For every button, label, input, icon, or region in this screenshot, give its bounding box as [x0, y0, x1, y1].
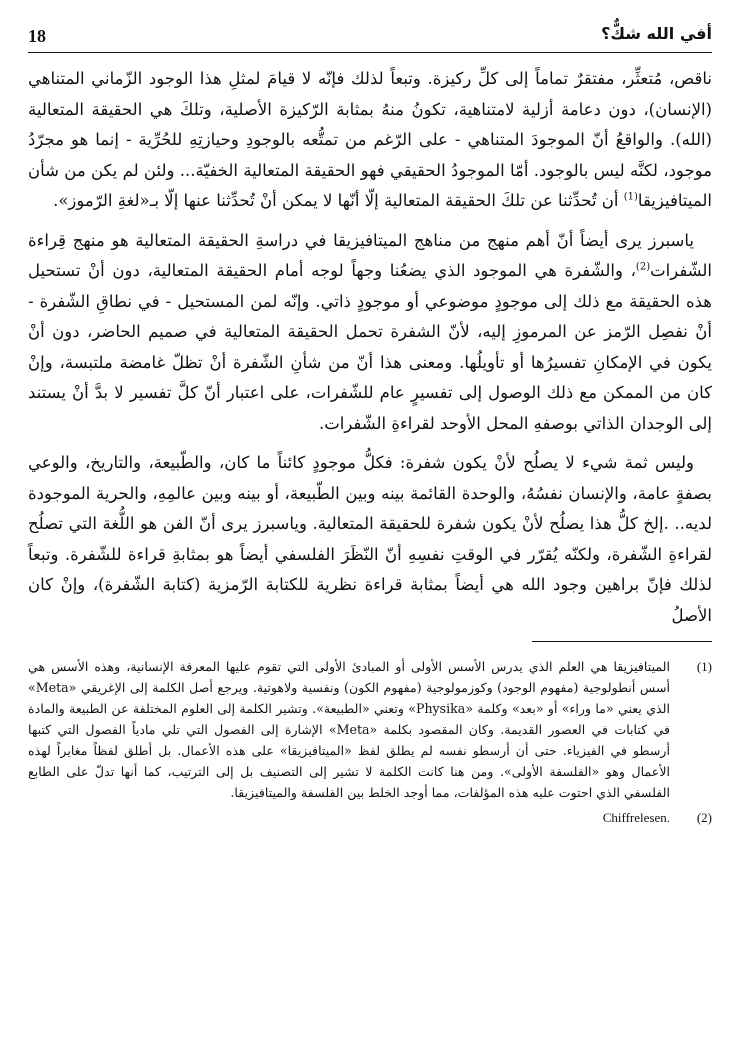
footnotes — [28, 656, 712, 828]
paragraph-text: ياسبرز يرى أيضاً أنّ أهم منهج من مناهج الميتافيزيقا في دراسةِ الحقيقة المتعالية هو منهج قِراءة الشّفرات — [28, 230, 712, 280]
footnote-1 — [28, 656, 712, 803]
page-number: 18 — [28, 26, 46, 46]
footnote-number: (1) — [696, 659, 712, 674]
footnote-number: (2) — [696, 810, 712, 825]
paragraph-text: وليس ثمة شيء لا يصلُح لأنْ يكون شفرة: فكلُّ موجودٍ كائناً ما كان، والطّبيعة، والتاريخ، والوعي بصفةٍ عامة، والإنسان نفسُهُ، والوحدة القائمة بينه وبين الطّبيعة، أو بينه وبين عالمِهِ، والحرية الموجودة لديه.. .إلخ كلُّ هذا يصلُح لأنْ يكون شفرة للحقيقة المتعالية. وياسبرز يرى أنّ الفن هو اللُّغة التي تصلُح لقراءةِ الشّفرة، ولكنّه يُقرّر في الوقتِ نفسِهِ أنّ النّظَرَ الفلسفي أيضاً هو بمثابةِ قراءة للشّفرة. وتبعاً لذلك فإنّ براهين وجود الله هي أيضاً بمثابة قراءة نظرية للكتابة الرّمزية (كتابة الشّفرة)، وإنْ كان الأصلُ — [28, 453, 712, 625]
body-text — [28, 64, 712, 631]
paragraph-3 — [28, 448, 712, 631]
footnote-text: الميتافيزيقا هي العلم الذي يدرس الأسس الأولى أو المبادئ الأولى التي تقوم عليها المعرفة الإنسانية، وهذه الأسس هي أسس أنطولوجية (مفهوم الوجود) وكوزمولوجية (مفهوم الكون) ونفسية ولاهوتية. ويرجع أصل الكلمة إلى الإغريقي «Meta» الذي يعني «ما وراء» أو «بعد» وكلمة «Physika» وتعني «الطبيعة». وتشير الكلمة إلى العلوم المختلفة عن الطبيعة والمادة في كتابات في العصور القديمة. وكان المقصود بكلمة «Meta» الإشارة إلى الفصول التي تلي مادياً الفصول التي كتبها أرسطو في الفيزياء. حتى أن أرسطو نفسه لم يطلق لفظ «الميتافيزيقا» على هذه الأعمال. بل أطلق لفظاً مغايراً لهذه الأعمال وهو «الفلسفة الأولى». ومن هنا كانت الكلمة لا تشير إلى التصنيف بل إلى الترتيب، كما أنها تدلّ على الطابع الفلسفي الذي احتوت عليه هذه المؤلفات، مما أوجد الخلط بين الفلسفة والميتافيزيقا. — [28, 659, 670, 800]
paragraph-text-continued: أن تُحدِّثنا عن تلكَ الحقيقة المتعالية إلّا أنّها لا يمكن أنْ تُحدِّثنا عنها إلّا بـ«لغةِ الرّموز». — [53, 191, 624, 210]
footnote-ref-1: (1) — [623, 191, 638, 203]
paragraph-1 — [28, 64, 712, 217]
paragraph-text: ناقص، مُتعثِّر، مفتقرٌ تماماً إلى كلِّ ركيزة. وتبعاً لذلك فإنّه لا قيامَ لمثلِ هذا الوجود الزّماني المتناهي (الإنسان)، دون دعامة أزلية لامتناهية، تكونُ منهُ بمثابة الرّكيزة الأصلية، وتلكَ هي الحقيقة المتعالية (الله). والواقعُ أنّ الموجودَ المتناهي - على الرّغم من تمتُّعه بالوجودِ وحيازتِهِ للحُرِّية - إنما هو مجرّدُ موجود، لكنَّه ليس بالوجود. أمّا الموجودُ الحقيقي فهو الحقيقة المتعالية الخفيّة... ولئن لم يكن من شأن الميتافيزيقا — [28, 69, 712, 210]
footnote-ref-2: (2) — [635, 261, 651, 273]
header-rule — [28, 52, 712, 53]
running-title: أفي الله شكٌّ؟ — [601, 24, 712, 43]
footnote-rule — [532, 641, 712, 642]
footnote-latin-term: Chiffrelesen. — [602, 810, 670, 825]
page-header — [28, 22, 712, 56]
paragraph-text-continued: ، والشّفرة هي الموجود الذي يضعُنا وجهاً لوجه أمام الحقيقة المتعالية، دون أنْ تستحيل هذه الحقيقة مع ذلك إلى موجودٍ موضوعي أو موجودٍ ذاتي. وإنّه لمن المستحيل - في نطاقِ الشّفرة - أنْ نفصِل الرّمز عن المرموزِ إليه، لأنّ الشفرة تحمل الحقيقة المتعالية في صميم الحاضر، دون أنْ يكون في الإمكانِ تفسيرُها أو تأويلُها. ومعنى هذا أنّ من شأنِ الشّفرة أنْ تظلّ غامضة ملتبسة، وإنْ كان من الممكن مع ذلك الوصول إلى تفسيرٍ عام للشّفرات، على اعتبار أنّ كلَّ تفسير لا بدَّ أنْ يستند إلى الوجدان الذاتي بوصفهِ المحل الأوحد لقراءةِ الشّفرات. — [28, 261, 712, 433]
footnote-2 — [28, 807, 712, 828]
paragraph-2 — [28, 226, 712, 440]
footnote-text — [28, 807, 670, 828]
book-page — [28, 22, 712, 1027]
